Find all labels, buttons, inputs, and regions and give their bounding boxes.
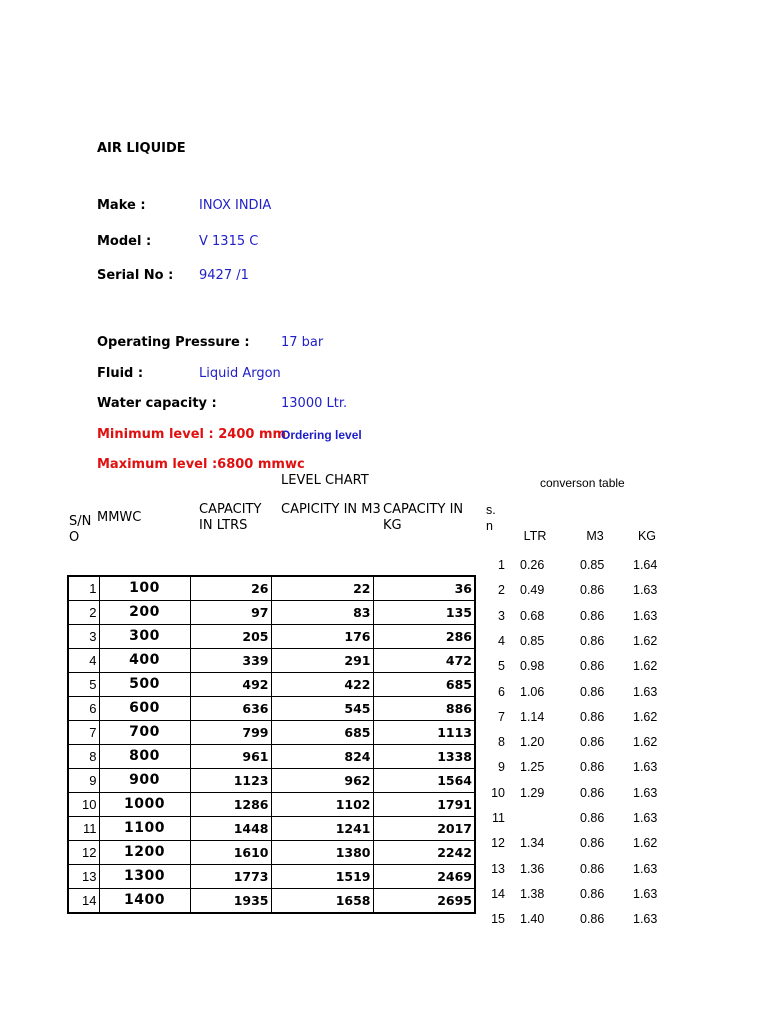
header-sno: S/N O [69, 514, 92, 545]
pressure-value: 17 bar [281, 335, 324, 350]
conv-row-ltr: 1.20 [520, 735, 545, 750]
row-mmwc: 300 [99, 625, 190, 649]
row-capacity-kg: 2017 [373, 817, 475, 841]
ordering-level: Ordering level [281, 428, 362, 442]
conv-row-ltr: 1.38 [520, 886, 545, 901]
level-chart-body [68, 576, 475, 913]
conv-row-kg: 1.62 [633, 836, 658, 851]
table-row [68, 697, 475, 721]
table-row [68, 817, 475, 841]
list-item [484, 757, 684, 777]
conv-row-sn: 11 [492, 811, 505, 825]
conv-row-ltr: 1.29 [520, 785, 545, 800]
conv-row-ltr: 0.85 [520, 633, 545, 648]
row-capacity-ltrs: 636 [190, 697, 271, 721]
conv-row-kg: 1.63 [633, 608, 658, 623]
conv-row-ltr: 1.34 [520, 836, 545, 851]
conv-row-m3: 0.86 [580, 760, 605, 775]
row-capacity-m3: 176 [271, 625, 373, 649]
conv-row-m3: 0.86 [580, 583, 605, 598]
list-item [484, 656, 684, 676]
row-capacity-ltrs: 205 [190, 625, 271, 649]
conv-row-m3: 0.86 [580, 659, 605, 674]
fluid-label: Fluid : [97, 366, 144, 381]
row-capacity-kg: 36 [373, 576, 475, 601]
row-capacity-ltrs: 1286 [190, 793, 271, 817]
conv-row-sn: 1 [498, 558, 505, 572]
row-capacity-ltrs: 1448 [190, 817, 271, 841]
row-serial: 8 [68, 745, 99, 769]
row-capacity-m3: 291 [271, 649, 373, 673]
row-capacity-m3: 1380 [271, 841, 373, 865]
row-mmwc: 700 [99, 721, 190, 745]
conv-row-m3: 0.86 [580, 735, 605, 750]
list-item [484, 909, 684, 929]
conv-row-m3: 0.85 [580, 558, 605, 572]
row-serial: 11 [68, 817, 99, 841]
conv-row-kg: 1.64 [633, 558, 658, 572]
water-capacity-label: Water capacity : [97, 396, 217, 411]
row-mmwc: 1100 [99, 817, 190, 841]
row-capacity-m3: 1102 [271, 793, 373, 817]
list-item [484, 732, 684, 752]
row-capacity-m3: 22 [271, 576, 373, 601]
row-capacity-kg: 2242 [373, 841, 475, 865]
conv-row-m3: 0.86 [580, 633, 605, 648]
list-item [484, 833, 684, 853]
list-item [484, 783, 684, 803]
conv-row-m3: 0.86 [580, 836, 605, 851]
conv-row-sn: 13 [491, 861, 505, 876]
row-serial: 13 [68, 865, 99, 889]
list-item [484, 859, 684, 879]
conv-row-kg: 1.63 [633, 785, 658, 800]
conv-row-kg: 1.63 [633, 912, 658, 927]
conv-row-kg: 1.62 [633, 633, 658, 648]
conv-row-m3: 0.86 [580, 886, 605, 901]
table-row [68, 769, 475, 793]
conv-row-kg: 1.63 [633, 760, 658, 775]
serial-label: Serial No : [97, 268, 174, 283]
list-item [484, 580, 684, 600]
conv-row-kg: 1.63 [633, 684, 658, 699]
conv-header-sn: s. n [486, 503, 496, 533]
row-capacity-m3: 962 [271, 769, 373, 793]
conv-row-m3: 0.86 [580, 861, 605, 876]
row-capacity-ltrs: 339 [190, 649, 271, 673]
row-capacity-ltrs: 961 [190, 745, 271, 769]
row-mmwc: 1300 [99, 865, 190, 889]
conv-row-ltr: 1.36 [520, 861, 545, 876]
row-serial: 2 [68, 601, 99, 625]
table-row [68, 576, 475, 601]
model-value: V 1315 C [199, 234, 259, 249]
header-capacity-m3: CAPICITY IN M3 [281, 502, 381, 517]
table-row [68, 865, 475, 889]
header-mmwc: MMWC [97, 510, 142, 525]
conv-row-sn: 5 [498, 659, 505, 674]
row-serial: 7 [68, 721, 99, 745]
conv-row-sn: 6 [498, 684, 505, 699]
conv-row-ltr: 0.26 [520, 558, 545, 572]
table-row [68, 601, 475, 625]
conv-row-ltr: 1.14 [520, 709, 545, 724]
conv-row-ltr: 1.25 [520, 760, 545, 775]
row-mmwc: 100 [99, 576, 190, 601]
row-serial: 14 [68, 889, 99, 914]
row-capacity-ltrs: 1610 [190, 841, 271, 865]
conv-row-kg: 1.62 [633, 659, 658, 674]
row-capacity-kg: 286 [373, 625, 475, 649]
row-capacity-kg: 1338 [373, 745, 475, 769]
maximum-level: Maximum level :6800 mmwc [97, 457, 305, 472]
row-serial: 5 [68, 673, 99, 697]
conv-row-m3: 0.86 [580, 709, 605, 724]
row-mmwc: 200 [99, 601, 190, 625]
conv-row-sn: 12 [491, 836, 505, 851]
make-value: INOX INDIA [199, 198, 272, 213]
conv-row-sn: 9 [498, 760, 505, 775]
table-row [68, 673, 475, 697]
water-capacity-value: 13000 Ltr. [281, 396, 348, 411]
row-serial: 6 [68, 697, 99, 721]
conv-row-kg: 1.63 [633, 861, 658, 876]
pressure-label: Operating Pressure : [97, 335, 250, 350]
row-capacity-ltrs: 799 [190, 721, 271, 745]
row-mmwc: 500 [99, 673, 190, 697]
conv-row-ltr: 0.49 [520, 583, 545, 598]
row-capacity-m3: 1658 [271, 889, 373, 914]
table-row [68, 793, 475, 817]
row-capacity-kg: 2695 [373, 889, 475, 914]
row-capacity-m3: 422 [271, 673, 373, 697]
row-capacity-m3: 824 [271, 745, 373, 769]
list-item [484, 682, 684, 702]
conv-row-sn: 7 [498, 709, 505, 724]
row-serial: 9 [68, 769, 99, 793]
conv-row-sn: 10 [491, 785, 505, 800]
conv-row-sn: 4 [498, 633, 505, 648]
conv-row-sn: 8 [498, 735, 505, 750]
row-serial: 12 [68, 841, 99, 865]
row-capacity-ltrs: 26 [190, 576, 271, 601]
row-capacity-kg: 2469 [373, 865, 475, 889]
row-capacity-m3: 83 [271, 601, 373, 625]
row-capacity-m3: 545 [271, 697, 373, 721]
row-mmwc: 400 [99, 649, 190, 673]
row-capacity-m3: 1519 [271, 865, 373, 889]
conv-row-m3: 0.86 [580, 684, 605, 699]
conv-row-kg: 1.63 [633, 583, 658, 598]
row-capacity-kg: 1791 [373, 793, 475, 817]
conv-row-sn: 2 [498, 583, 505, 598]
conv-row-m3: 0.86 [580, 785, 605, 800]
row-mmwc: 1000 [99, 793, 190, 817]
row-serial: 3 [68, 625, 99, 649]
row-capacity-kg: 1564 [373, 769, 475, 793]
fluid-value: Liquid Argon [199, 366, 281, 381]
minimum-level: Minimum level : 2400 mm [97, 427, 287, 442]
row-serial: 10 [68, 793, 99, 817]
conv-row-ltr: 0.98 [520, 659, 545, 674]
table-row [68, 625, 475, 649]
conversion-table-title: converson table [540, 476, 625, 490]
conv-row-m3: 0.86 [580, 912, 605, 927]
level-chart-table [67, 575, 476, 914]
row-capacity-ltrs: 97 [190, 601, 271, 625]
conv-row-m3: 0.86 [580, 811, 605, 825]
conv-row-sn: 14 [491, 886, 505, 901]
conv-row-kg: 1.62 [633, 709, 658, 724]
table-row [68, 889, 475, 914]
row-capacity-kg: 886 [373, 697, 475, 721]
row-capacity-ltrs: 492 [190, 673, 271, 697]
conv-header-m3: M3 [586, 529, 604, 543]
conv-row-kg: 1.62 [633, 735, 658, 750]
list-item [484, 884, 684, 904]
row-mmwc: 1400 [99, 889, 190, 914]
conv-row-ltr: 1.40 [520, 912, 545, 927]
list-item [484, 808, 684, 828]
list-item [484, 555, 684, 575]
row-serial: 4 [68, 649, 99, 673]
conv-row-sn: 15 [491, 912, 505, 927]
list-item [484, 631, 684, 651]
list-item [484, 707, 684, 727]
model-label: Model : [97, 234, 152, 249]
header-capacity-kg: CAPACITY IN KG [383, 502, 464, 533]
make-label: Make : [97, 198, 146, 213]
row-capacity-kg: 1113 [373, 721, 475, 745]
serial-value: 9427 /1 [199, 268, 249, 283]
conv-row-m3: 0.86 [580, 608, 605, 623]
row-capacity-ltrs: 1935 [190, 889, 271, 914]
row-capacity-ltrs: 1123 [190, 769, 271, 793]
conv-row-ltr: 1.06 [520, 684, 545, 699]
company-name: AIR LIQUIDE [97, 141, 186, 156]
table-row [68, 721, 475, 745]
row-serial: 1 [68, 576, 99, 601]
table-row [68, 649, 475, 673]
level-chart-title: LEVEL CHART [281, 473, 369, 488]
row-mmwc: 600 [99, 697, 190, 721]
table-row [68, 745, 475, 769]
row-mmwc: 900 [99, 769, 190, 793]
row-capacity-m3: 685 [271, 721, 373, 745]
conv-row-kg: 1.63 [633, 811, 658, 825]
row-capacity-kg: 472 [373, 649, 475, 673]
table-row [68, 841, 475, 865]
row-mmwc: 1200 [99, 841, 190, 865]
conv-row-sn: 3 [498, 608, 505, 623]
conv-header-kg: KG [637, 529, 657, 543]
conv-row-kg: 1.63 [633, 886, 658, 901]
row-capacity-kg: 685 [373, 673, 475, 697]
conversion-table [484, 502, 684, 942]
list-item [484, 606, 684, 626]
header-capacity-ltrs: CAPACITY IN LTRS [199, 502, 262, 533]
row-capacity-kg: 135 [373, 601, 475, 625]
row-capacity-m3: 1241 [271, 817, 373, 841]
row-capacity-ltrs: 1773 [190, 865, 271, 889]
conv-header-ltr: LTR [523, 529, 547, 543]
row-mmwc: 800 [99, 745, 190, 769]
conv-row-ltr: 0.68 [520, 608, 545, 623]
